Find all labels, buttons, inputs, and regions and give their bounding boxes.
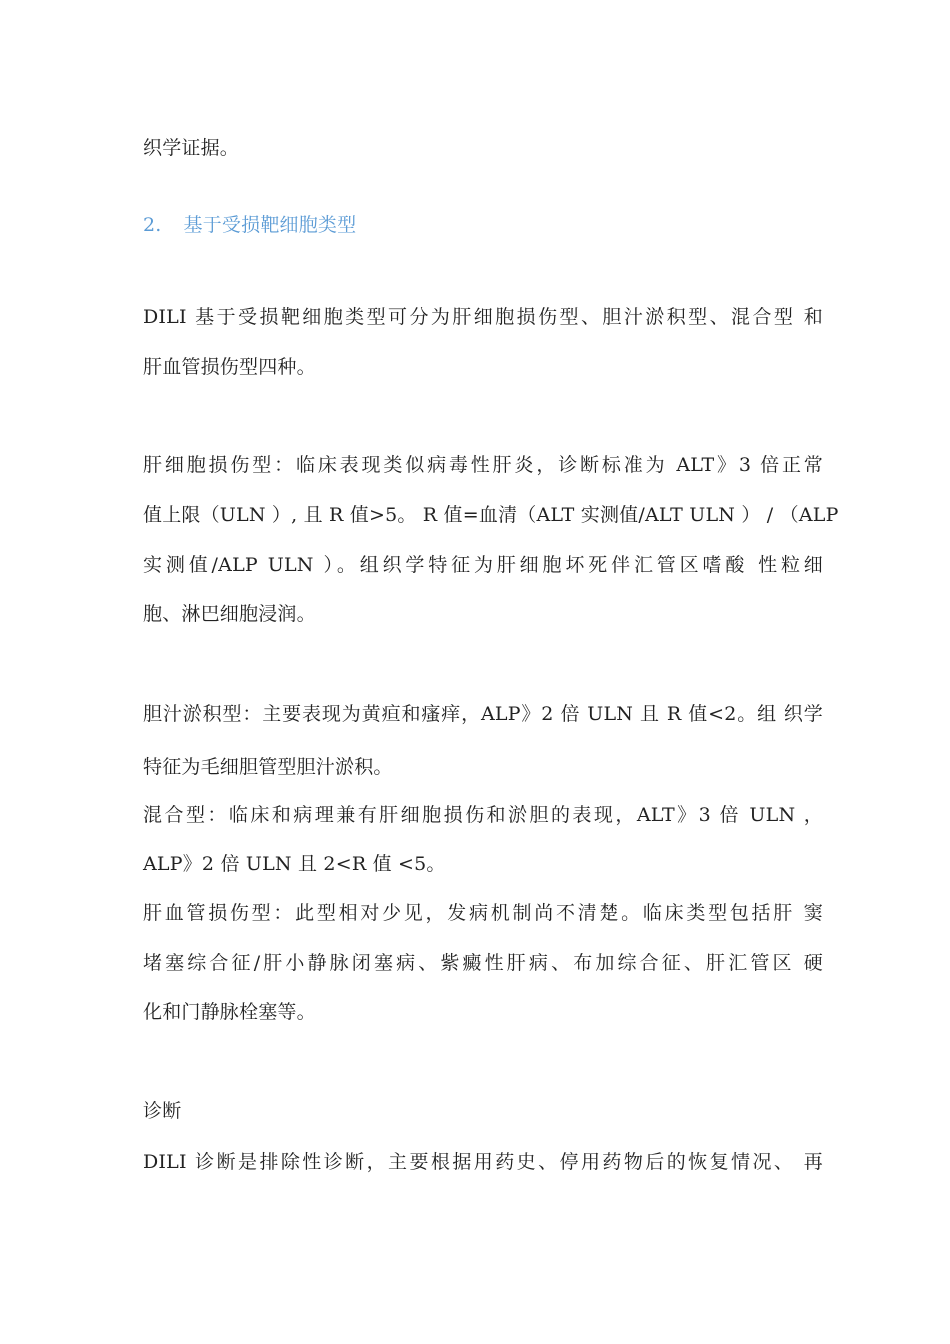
cholestatic-line-2: 特征为毛细胆管型胆汁淤积。 [143, 756, 393, 778]
summary-line-1: DILI 基于受损靶细胞类型可分为肝细胞损伤型、胆汁淤积型、混合型 和 [143, 306, 823, 328]
section-number: 2. [143, 214, 162, 236]
hepatocellular-line-4: 胞、淋巴细胞浸润。 [143, 603, 316, 625]
hepatocellular-line-3: 实测值/ALP ULN ）。组织学特征为肝细胞坏死伴汇管区嗜酸 性粒细 [143, 554, 823, 576]
hepatocellular-line-1: 肝细胞损伤型：临床表现类似病毒性肝炎，诊断标准为 ALT》3 倍正常 [143, 454, 823, 476]
intro-tail-text: 织学证据。 [143, 137, 240, 159]
section-title: 基于受损靶细胞类型 [183, 214, 357, 236]
summary-line-2: 肝血管损伤型四种。 [143, 356, 316, 378]
vascular-line-1: 肝血管损伤型：此型相对少见，发病机制尚不清楚。临床类型包括肝 窦 [143, 902, 823, 924]
mixed-line-1: 混合型：临床和病理兼有肝细胞损伤和淤胆的表现，ALT》3 倍 ULN ， [143, 804, 823, 826]
section-heading [143, 213, 823, 237]
diagnosis-line-1: DILI 诊断是排除性诊断，主要根据用药史、停用药物后的恢复情况、 再 [143, 1151, 823, 1173]
cholestatic-line-1: 胆汁淤积型：主要表现为黄疸和瘙痒，ALP》2 倍 ULN 且 R 值<2。组 织学 [143, 703, 823, 725]
mixed-line-2: ALP》2 倍 ULN 且 2<R 值 <5。 [143, 853, 446, 875]
vascular-line-2: 堵塞综合征/肝小静脉闭塞病、紫癜性肝病、布加综合征、肝汇管区 硬 [143, 952, 823, 974]
diagnosis-heading: 诊断 [143, 1100, 182, 1122]
vascular-line-3: 化和门静脉栓塞等。 [143, 1001, 316, 1023]
hepatocellular-line-2: 值上限（ULN ）, 且 R 值>5。 R 值=血清（ALT 实测值/ALT ULN ） / （ALP [143, 504, 839, 526]
